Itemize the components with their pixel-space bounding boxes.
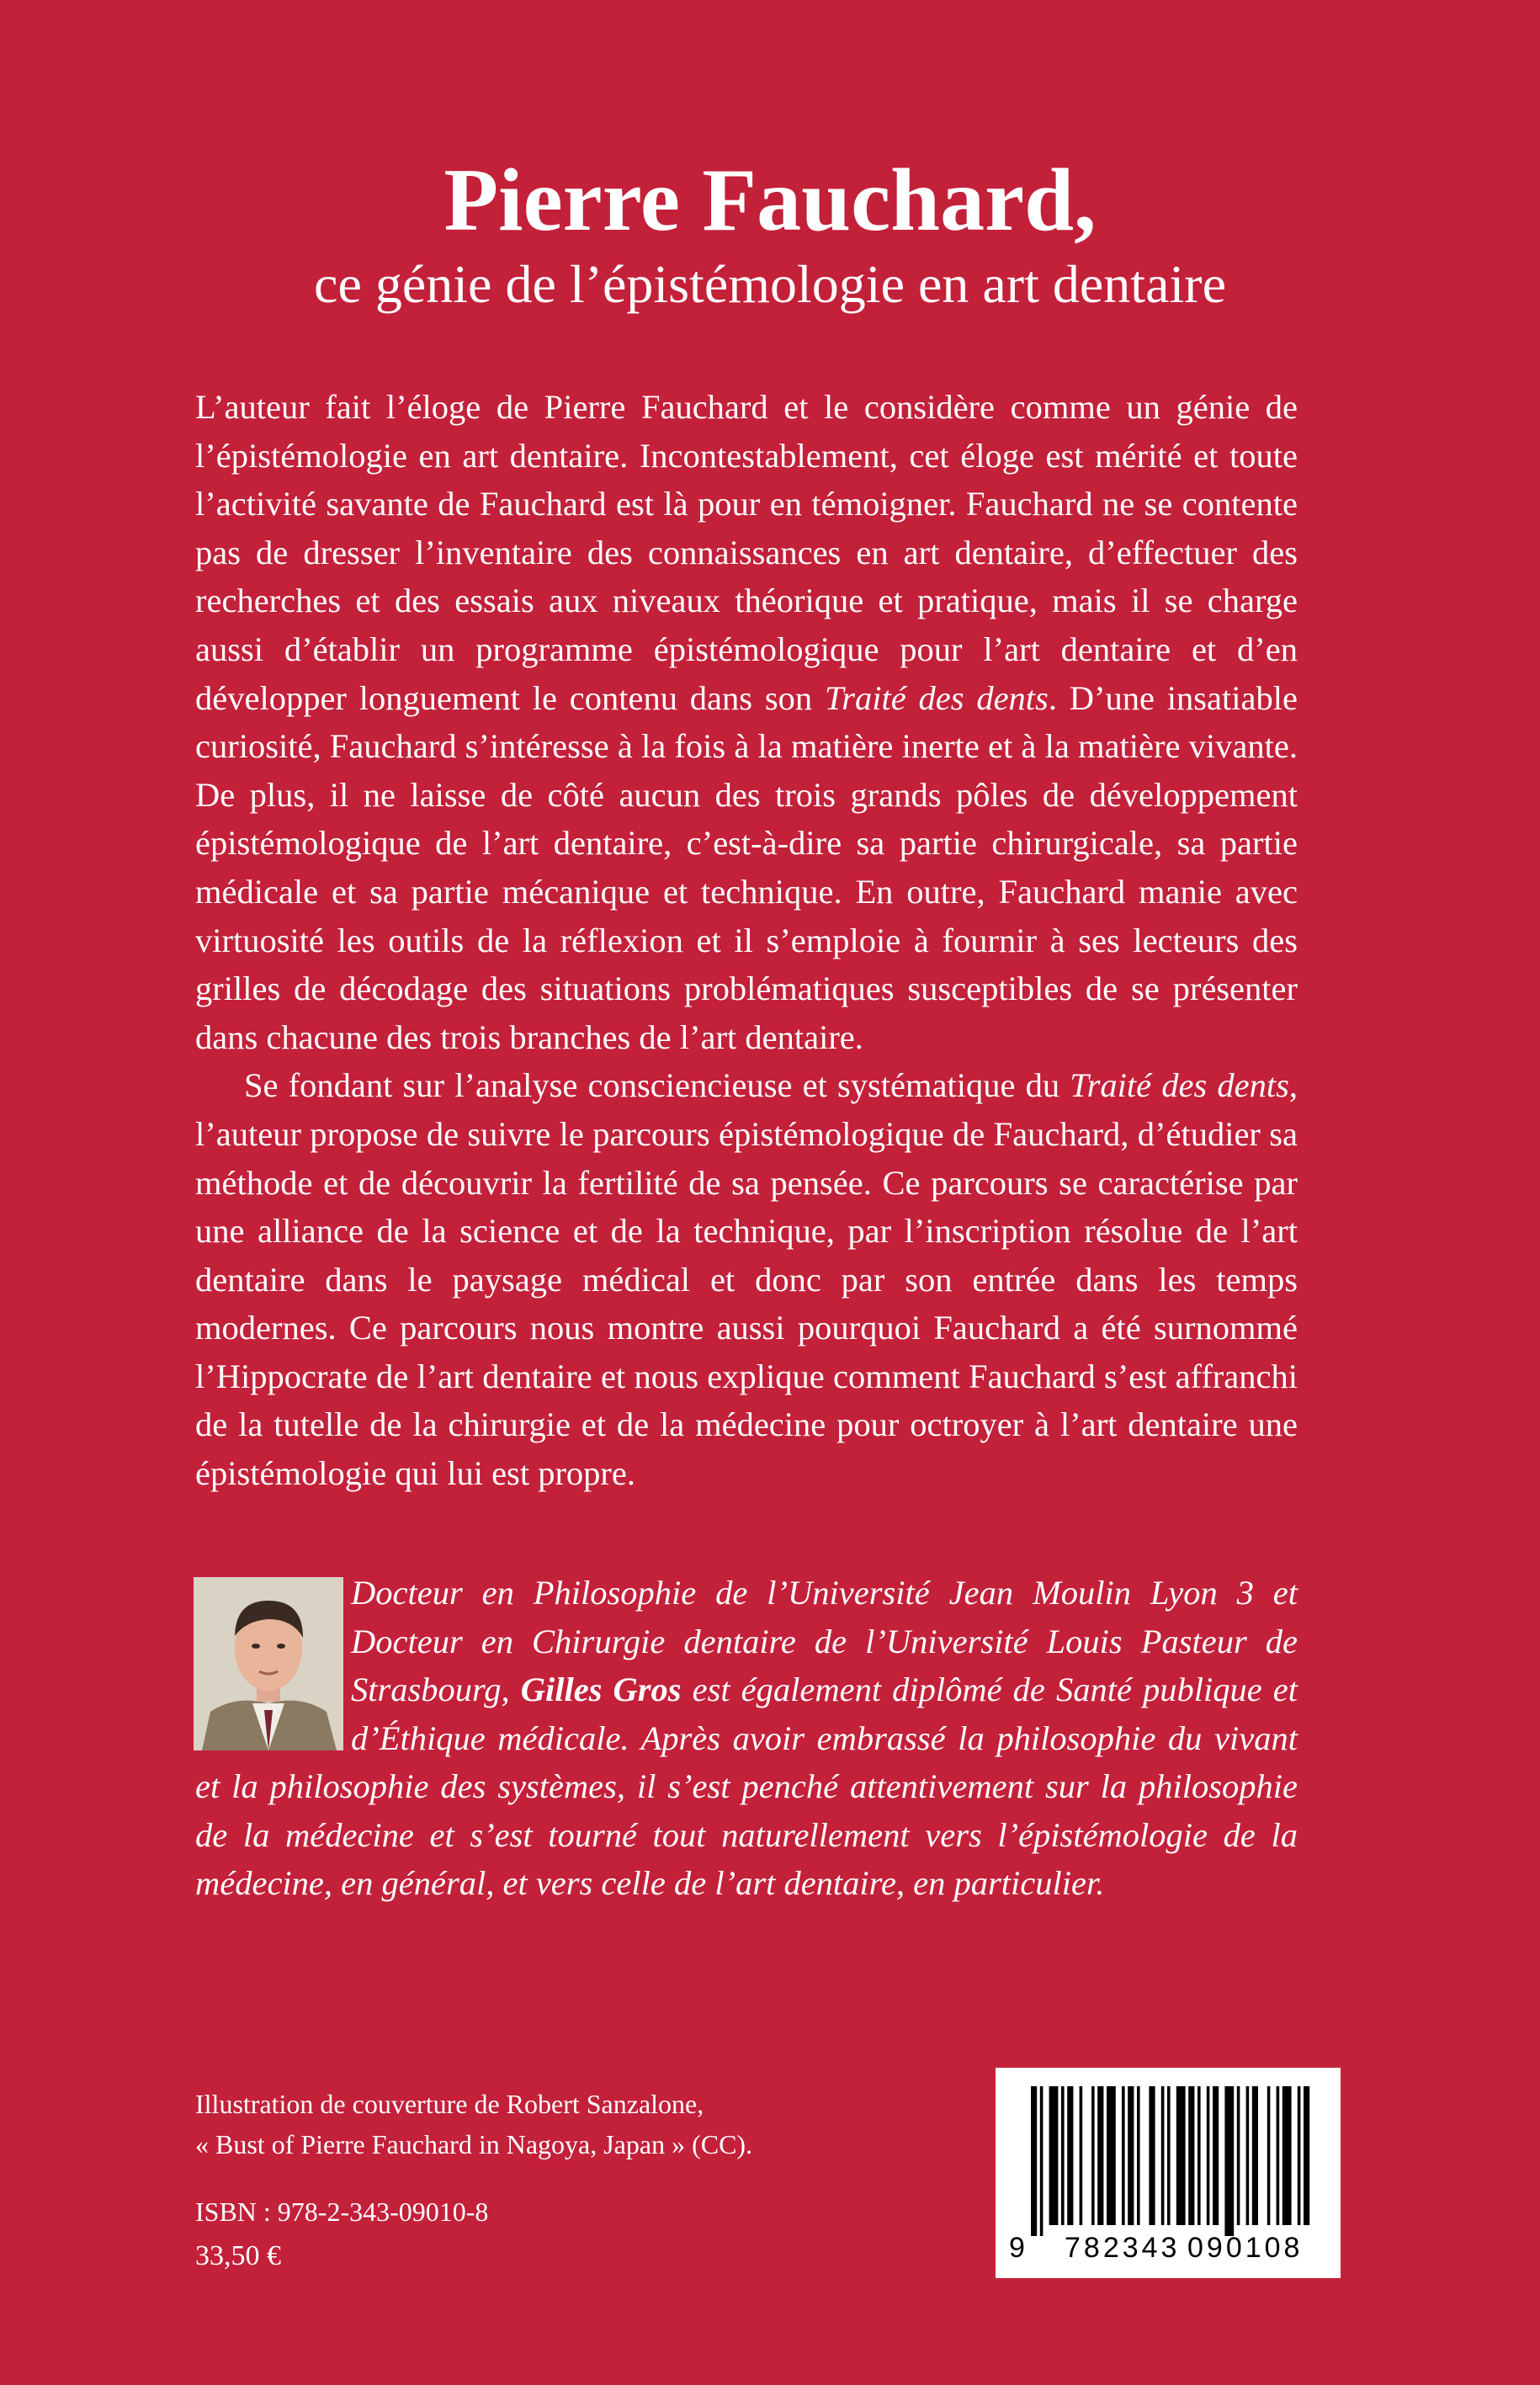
barcode-bar [1061, 2086, 1065, 2225]
barcode-bar [1097, 2086, 1103, 2225]
back-cover-summary [195, 383, 1298, 1498]
barcode-bar [1167, 2086, 1171, 2225]
author-photo-spacer [195, 1569, 351, 1759]
barcode-bar [1137, 2086, 1140, 2225]
barcode-bar [1107, 2086, 1116, 2225]
barcode-bar [1246, 2086, 1250, 2225]
summary-p1-book-title: Traité des dents [824, 678, 1049, 717]
summary-paragraph-2 [195, 1061, 1298, 1497]
cover-credit [195, 2084, 953, 2165]
barcode-digits-right: 090108 [1187, 2232, 1304, 2264]
barcode-bar [1252, 2086, 1258, 2225]
summary-p2-book-title: Traité des dents [1070, 1066, 1289, 1105]
barcode-bar [1188, 2086, 1194, 2225]
isbn: ISBN : 978-2-343-09010-8 [195, 2196, 489, 2227]
barcode-bars [1031, 2086, 1309, 2236]
summary-p1-text-a: L’auteur fait l’éloge de Pierre Fauchard et le considère comme un génie de l’épistémologie en art dentaire. Incontestablement, cet éloge est mérité et toute l’activité savante de Fauchard est là pour en témoigner. Fauchard ne se contente pas de dresser l’inventaire des connaissances en art dentaire, d’effectuer des recherches et des essais aux niveaux théorique et pratique, mais il se charge aussi d’établir un programme épistémologique pour l’art dentaire et d’en développer longuement le contenu dans son [195, 388, 1298, 717]
barcode-bar [1049, 2086, 1059, 2225]
author-name: Gilles Gros [520, 1671, 682, 1708]
cover-credit-line-2: « Bust of Pierre Fauchard in Nagoya, Japan » (CC). [195, 2129, 753, 2159]
barcode [996, 2068, 1341, 2278]
barcode-bar [1128, 2086, 1134, 2225]
barcode-bar [1267, 2086, 1271, 2225]
barcode-bar [1237, 2086, 1240, 2225]
summary-p2-text-a: Se fondant sur l’analyse consciencieuse et systématique du [244, 1066, 1070, 1105]
barcode-digits-left: 782343 [1065, 2232, 1181, 2264]
cover-credit-line-1: Illustration de couverture de Robert Sanzalone, [195, 2089, 704, 2119]
summary-paragraph-1 [195, 383, 1298, 1061]
barcode-bar [1207, 2086, 1210, 2225]
summary-p1-text-b: . D’une insatiable curiosité, Fauchard s’intéresse à la fois à la matière inerte et à la matière vivante. De plus, il ne laisse de côté aucun des trois grands pôles de développement épistémologique de l’art dentaire, c’est-à-dire sa partie chirurgicale, sa partie médicale et sa partie mécanique et technique. En outre, Fauchard manie avec virtuosité les outils de la réflexion et il s’emploie à fournir à ses lecteurs des grilles de décodage des situations problématiques susceptibles de se présenter dans chacune des trois branches de l’art dentaire. [195, 678, 1298, 1056]
barcode-bar [1176, 2086, 1186, 2225]
barcode-digit-first: 9 [1009, 2232, 1025, 2264]
barcode-bar [1122, 2086, 1125, 2225]
author-bio-text-b: est également diplômé de Santé publique et d’Éthique médicale. Après avoir embrassé la philosophie du vivant et la philosophie des systèmes, il s’est penché attentivement sur la philosophie de la médecine et s’est tourné tout naturellement vers l’épistémologie de la médecine, en général, et vers celle de l’art dentaire, en particulier. [195, 1671, 1298, 1902]
barcode-bar [1031, 2086, 1037, 2236]
book-title: Pierre Fauchard, [443, 151, 1097, 249]
barcode-bar [1277, 2086, 1280, 2225]
barcode-bar [1298, 2086, 1301, 2225]
price: 33,50 € [195, 2240, 281, 2271]
barcode-bar [1282, 2086, 1292, 2225]
barcode-bar [1224, 2086, 1234, 2236]
book-subtitle: ce génie de l’épistémologie en art dentaire [314, 254, 1226, 314]
barcode-bar [1213, 2086, 1219, 2225]
barcode-bar [1197, 2086, 1201, 2225]
summary-p2-text-b: , l’auteur propose de suivre le parcours épistémologique de Fauchard, d’étudier sa méthode et de découvrir la fertilité de sa pensée. Ce parcours se caractérise par une alliance de la science et de la technique, par l’inscription résolue de l’art dentaire dans le paysage médical et donc par son entrée dans les temps modernes. Ce parcours nous montre aussi pourquoi Fauchard a été surnommé l’Hippocrate de l’art dentaire et nous explique comment Fauchard s’est affranchi de la tutelle de la chirurgie et de la médecine pour octroyer à l’art dentaire une épistémologie qui lui est propre. [195, 1066, 1298, 1493]
barcode-bar [1304, 2086, 1309, 2225]
author-bio-text-a: Docteur en Philosophie de l’Université Jean Moulin Lyon 3 et Docteur en Chirurgie dentaire de l’Université Louis Pasteur de Strasbourg, [351, 1574, 1298, 1708]
barcode-bar [1040, 2086, 1043, 2236]
barcode-bar [1091, 2086, 1095, 2225]
barcode-bar [1149, 2086, 1155, 2225]
barcode-bar [1067, 2086, 1073, 2225]
author-bio [195, 1569, 1298, 1908]
barcode-bar [1080, 2086, 1083, 2225]
barcode-bar [1161, 2086, 1165, 2225]
